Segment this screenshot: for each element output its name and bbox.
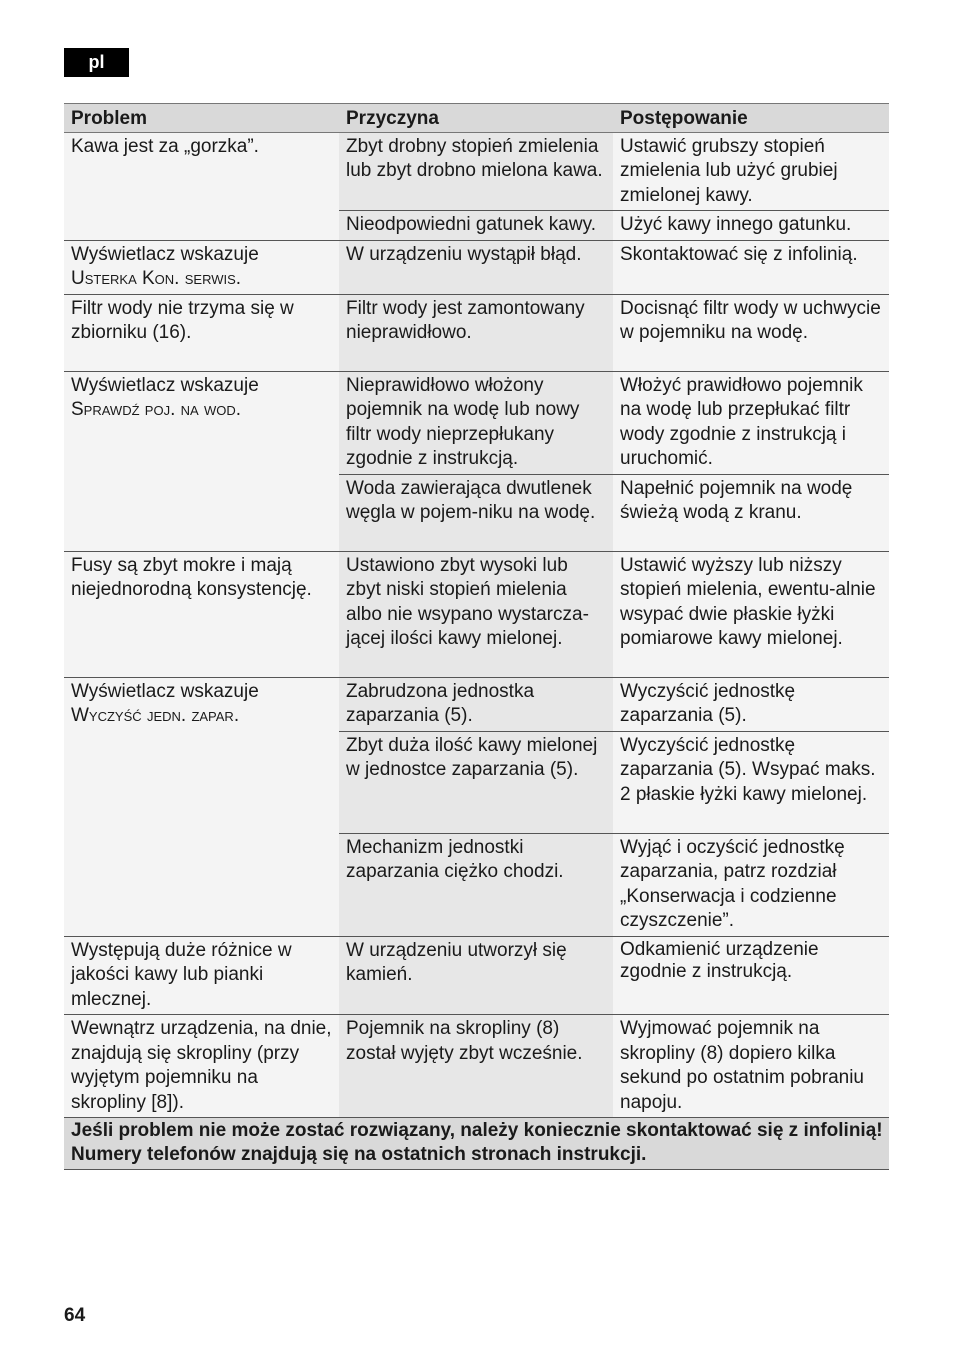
action-cell: Wyczyścić jednostkę zaparzania (5).	[613, 677, 889, 731]
action-cell: Docisnąć filtr wody w uchwycie w pojemniku na wodę.	[613, 294, 889, 371]
action-cell: Użyć kawy innego gatunku.	[613, 211, 889, 241]
problem-cell: Wewnątrz urządzenia, na dnie, znajdują się skropliny (przy wyjętym pojemniku na skropliny [8]).	[64, 1015, 339, 1118]
action-cell: Skontaktować się z infolinią.	[613, 240, 889, 294]
table-header-row	[64, 104, 889, 133]
page-number: 64	[64, 1305, 86, 1326]
problem-cell	[64, 371, 339, 551]
table-footer-row	[64, 1118, 889, 1170]
table-row	[64, 1015, 889, 1118]
action-cell: Napełnić pojemnik na wodę świeżą wodą z kranu.	[613, 474, 889, 551]
display-message: Usterka Kon. serwis.	[71, 268, 242, 289]
cause-cell: Pojemnik na skropliny (8) został wyjęty zbyt wcześnie.	[339, 1015, 613, 1118]
problem-cell	[64, 240, 339, 294]
action-cell: Ustawić grubszy stopień zmielenia lub użyć grubiej zmielonej kawy.	[613, 132, 889, 211]
cause-cell: Mechanizm jednostki zaparzania ciężko chodzi.	[339, 833, 613, 936]
cause-cell: Zbyt duża ilość kawy mielonej w jednostce zaparzania (5).	[339, 731, 613, 833]
action-cell: Wyczyścić jednostkę zaparzania (5). Wsypać maks. 2 płaskie łyżki kawy mielonej.	[613, 731, 889, 833]
cause-cell: Nieodpowiedni gatunek kawy.	[339, 211, 613, 241]
cause-cell: Ustawiono zbyt wysoki lub zbyt niski stopień mielenia albo nie wsypano wystarcza-jącej ilości kawy mielonej.	[339, 551, 613, 677]
cause-cell: Woda zawierająca dwutlenek węgla w pojem-niku na wodę.	[339, 474, 613, 551]
cause-cell: Nieprawidłowo włożony pojemnik na wodę lub nowy filtr wody nieprzepłukany zgodnie z instrukcją.	[339, 371, 613, 474]
problem-text: Wyświetlacz wskazuje	[71, 243, 259, 265]
action-cell: Włożyć prawidłowo pojemnik na wodę lub przepłukać filtr wody zgodnie z instrukcją i uruchomić.	[613, 371, 889, 474]
cause-cell: W urządzeniu utworzył się kamień.	[339, 936, 613, 1015]
action-cell: Wyjąć i oczyścić jednostkę zaparzania, patrz rozdział „Konserwacja i codzienne czyszczenie”.	[613, 833, 889, 936]
action-cell: Wyjmować pojemnik na skropliny (8) dopiero kilka sekund po ostatnim pobraniu napoju.	[613, 1015, 889, 1118]
action-cell: Ustawić wyższy lub niższy stopień mielenia, ewentu-alnie wsypać dwie płaskie łyżki pomiarowe kawy mielonej.	[613, 551, 889, 677]
problem-text: Wyświetlacz wskazuje	[71, 374, 259, 396]
footer-note: Jeśli problem nie może zostać rozwiązany, należy koniecznie skontaktować się z infolinią! Numery telefonów znajdują się na ostatnich stronach instrukcji.	[64, 1118, 889, 1170]
table-row	[64, 371, 889, 474]
table-row	[64, 936, 889, 1015]
language-badge: pl	[64, 48, 129, 77]
display-message: Sprawdź poj. na wod.	[71, 399, 242, 420]
cause-cell: Zabrudzona jednostka zaparzania (5).	[339, 677, 613, 731]
cause-cell: Zbyt drobny stopień zmielenia lub zbyt drobno mielona kawa.	[339, 132, 613, 211]
header-action: Postępowanie	[613, 104, 889, 133]
problem-cell: Filtr wody nie trzyma się w zbiorniku (16).	[64, 294, 339, 371]
table-row	[64, 132, 889, 211]
action-cell: Odkamienić urządzenie zgodnie z instrukcją.	[613, 936, 889, 1015]
display-message: Wyczyść jedn. zapar.	[71, 705, 240, 726]
troubleshooting-table	[64, 103, 889, 1170]
table-row	[64, 294, 889, 371]
cause-cell: W urządzeniu wystąpił błąd.	[339, 240, 613, 294]
cause-cell: Filtr wody jest zamontowany nieprawidłowo.	[339, 294, 613, 371]
problem-cell: Fusy są zbyt mokre i mają niejednorodną konsystencję.	[64, 551, 339, 677]
problem-cell: Występują duże różnice w jakości kawy lub pianki mlecznej.	[64, 936, 339, 1015]
problem-cell: Kawa jest za „gorzka”.	[64, 132, 339, 240]
header-problem: Problem	[64, 104, 339, 133]
table-row	[64, 240, 889, 294]
problem-cell	[64, 677, 339, 936]
header-cause: Przyczyna	[339, 104, 613, 133]
problem-text: Wyświetlacz wskazuje	[71, 680, 259, 702]
table-row	[64, 677, 889, 731]
table-row	[64, 551, 889, 677]
